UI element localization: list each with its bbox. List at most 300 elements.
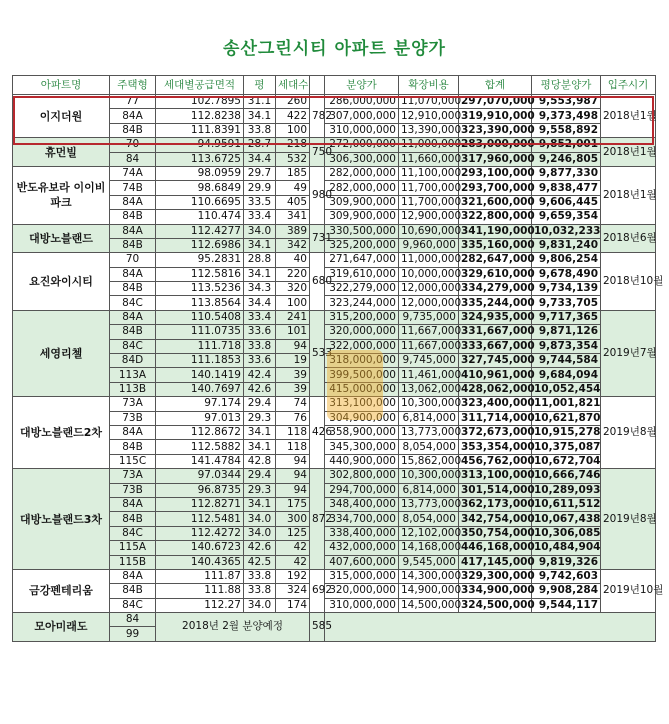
price-per-pyeong: 10,289,093 — [532, 483, 601, 497]
unit-count: 300 — [276, 512, 310, 526]
price-per-pyeong: 9,678,490 — [532, 267, 601, 281]
price-per-pyeong: 9,558,892 — [532, 123, 601, 137]
price-per-pyeong: 9,819,326 — [532, 555, 601, 569]
pyeong: 33.8 — [244, 339, 276, 353]
unit-type: 84A — [110, 267, 156, 281]
unit-type: 84B — [110, 440, 156, 454]
supply-area: 112.27 — [156, 598, 244, 612]
unit-count: 324 — [276, 584, 310, 598]
sale-price: 294,700,000 — [325, 483, 399, 497]
header-cell: 세대수 — [276, 76, 310, 95]
expansion-cost: 11,070,000 — [399, 95, 459, 109]
total-price: 322,800,000 — [459, 210, 532, 224]
price-per-pyeong: 10,672,704 — [532, 454, 601, 468]
move-in-date: 2019년10월 — [601, 569, 656, 612]
total-price: 372,673,000 — [459, 425, 532, 439]
total-price: 321,600,000 — [459, 195, 532, 209]
sale-price: 320,000,000 — [325, 325, 399, 339]
supply-area: 112.8238 — [156, 109, 244, 123]
unit-type: 84B — [110, 512, 156, 526]
table-row — [13, 397, 656, 411]
supply-area: 112.5882 — [156, 440, 244, 454]
price-per-pyeong: 9,877,330 — [532, 166, 601, 180]
pyeong: 34.0 — [244, 526, 276, 540]
sale-price: 309,900,000 — [325, 195, 399, 209]
sale-price: 318,000,000 — [325, 354, 399, 368]
pyeong: 29.9 — [244, 181, 276, 195]
sale-price: 309,900,000 — [325, 210, 399, 224]
header-cell: 평 — [244, 76, 276, 95]
unit-type: 73A — [110, 469, 156, 483]
total-price: 293,100,000 — [459, 166, 532, 180]
complex-total-units: 680 — [310, 253, 325, 311]
unit-count: 94 — [276, 454, 310, 468]
unit-count: 100 — [276, 296, 310, 310]
unit-type: 77 — [110, 95, 156, 109]
expansion-cost: 6,814,000 — [399, 411, 459, 425]
table-row — [13, 123, 656, 137]
total-price: 335,244,000 — [459, 296, 532, 310]
price-per-pyeong: 10,067,438 — [532, 512, 601, 526]
unit-type: 84A — [110, 425, 156, 439]
pyeong: 34.0 — [244, 512, 276, 526]
supply-area: 96.8735 — [156, 483, 244, 497]
page-title: 송산그린시티 아파트 분양가 — [223, 39, 446, 59]
unit-type: 115B — [110, 555, 156, 569]
price-per-pyeong: 9,606,445 — [532, 195, 601, 209]
price-per-pyeong: 10,484,904 — [532, 541, 601, 555]
complex-total-units: 872 — [310, 469, 325, 570]
sale-price: 399,500,000 — [325, 368, 399, 382]
expansion-cost: 14,300,000 — [399, 569, 459, 583]
supply-area: 140.7697 — [156, 382, 244, 396]
supply-area: 97.0344 — [156, 469, 244, 483]
expansion-cost: 11,000,000 — [399, 253, 459, 267]
header-cell: 확장비용 — [399, 76, 459, 95]
table-row — [13, 181, 656, 195]
unit-type: 84A — [110, 109, 156, 123]
unit-type: 73A — [110, 397, 156, 411]
unit-count: 74 — [276, 397, 310, 411]
unit-type: 113A — [110, 368, 156, 382]
unit-count: 342 — [276, 238, 310, 252]
price-per-pyeong: 9,838,477 — [532, 181, 601, 195]
pyeong: 28.8 — [244, 253, 276, 267]
price-per-pyeong: 10,032,233 — [532, 224, 601, 238]
price-per-pyeong: 10,375,087 — [532, 440, 601, 454]
pyeong: 29.3 — [244, 411, 276, 425]
sale-price: 407,600,000 — [325, 555, 399, 569]
price-per-pyeong: 9,373,498 — [532, 109, 601, 123]
expansion-cost: 10,000,000 — [399, 267, 459, 281]
header-cell: 합계 — [459, 76, 532, 95]
price-per-pyeong: 11,001,821 — [532, 397, 601, 411]
pyeong: 34.4 — [244, 152, 276, 166]
total-price: 350,754,000 — [459, 526, 532, 540]
supply-area: 113.6725 — [156, 152, 244, 166]
total-price: 334,279,000 — [459, 282, 532, 296]
supply-area: 111.718 — [156, 339, 244, 353]
move-in-date: 2018년1월 — [601, 95, 656, 138]
unit-type: 84A — [110, 224, 156, 238]
unit-type: 84C — [110, 598, 156, 612]
total-price: 317,960,000 — [459, 152, 532, 166]
total-price: 324,500,000 — [459, 598, 532, 612]
table-row — [13, 238, 656, 252]
table-body — [13, 95, 664, 642]
sale-price: 286,000,000 — [325, 95, 399, 109]
supply-area: 97.013 — [156, 411, 244, 425]
price-per-pyeong: 9,806,254 — [532, 253, 601, 267]
pyeong: 34.4 — [244, 296, 276, 310]
price-per-pyeong: 10,621,870 — [532, 411, 601, 425]
pyeong: 33.6 — [244, 354, 276, 368]
pyeong: 33.4 — [244, 310, 276, 324]
expansion-cost: 11,667,000 — [399, 339, 459, 353]
expansion-cost: 12,000,000 — [399, 296, 459, 310]
supply-area: 140.4365 — [156, 555, 244, 569]
table-row — [13, 469, 656, 483]
total-price: 410,961,000 — [459, 368, 532, 382]
move-in-date: 2018년10월 — [601, 253, 656, 311]
unit-type: 84D — [110, 354, 156, 368]
sale-price: 282,000,000 — [325, 181, 399, 195]
complex-name: 이지더원 — [13, 95, 110, 138]
expansion-cost: 8,054,000 — [399, 512, 459, 526]
unit-type: 73B — [110, 483, 156, 497]
supply-area: 111.87 — [156, 569, 244, 583]
unit-count: 405 — [276, 195, 310, 209]
supply-area: 110.6695 — [156, 195, 244, 209]
pyeong: 42.6 — [244, 541, 276, 555]
unit-count: 118 — [276, 440, 310, 454]
unit-count: 49 — [276, 181, 310, 195]
table-row — [13, 166, 656, 180]
price-per-pyeong: 9,908,284 — [532, 584, 601, 598]
pyeong: 34.1 — [244, 497, 276, 511]
pyeong: 33.5 — [244, 195, 276, 209]
expansion-cost: 14,500,000 — [399, 598, 459, 612]
total-price: 334,900,000 — [459, 584, 532, 598]
expansion-cost: 11,000,000 — [399, 138, 459, 152]
supply-area: 102.7895 — [156, 95, 244, 109]
expansion-cost: 13,773,000 — [399, 497, 459, 511]
expansion-cost: 6,814,000 — [399, 483, 459, 497]
expansion-cost: 11,461,000 — [399, 368, 459, 382]
unit-type: 70 — [110, 138, 156, 152]
expansion-cost: 12,910,000 — [399, 109, 459, 123]
unit-count: 101 — [276, 325, 310, 339]
table-row — [13, 109, 656, 123]
price-per-pyeong: 9,659,354 — [532, 210, 601, 224]
sale-price: 315,200,000 — [325, 310, 399, 324]
total-price: 341,190,000 — [459, 224, 532, 238]
empty-cell — [325, 613, 656, 642]
expansion-cost: 10,300,000 — [399, 469, 459, 483]
pyeong: 42.4 — [244, 368, 276, 382]
header-cell: 평당분양가 — [532, 76, 601, 95]
price-per-pyeong: 9,246,805 — [532, 152, 601, 166]
unit-type: 84B — [110, 325, 156, 339]
move-in-date: 2018년1월 — [601, 166, 656, 224]
supply-area: 95.2831 — [156, 253, 244, 267]
price-per-pyeong: 9,684,094 — [532, 368, 601, 382]
supply-area: 112.8271 — [156, 497, 244, 511]
supply-area: 98.0959 — [156, 166, 244, 180]
pyeong: 31.1 — [244, 95, 276, 109]
unit-type: 84B — [110, 282, 156, 296]
unit-count: 341 — [276, 210, 310, 224]
pyeong: 34.1 — [244, 109, 276, 123]
complex-total-units: 533 — [310, 310, 325, 396]
table-row — [13, 224, 656, 238]
table-row — [13, 325, 656, 339]
total-price: 329,610,000 — [459, 267, 532, 281]
sale-price: 348,400,000 — [325, 497, 399, 511]
total-price: 331,667,000 — [459, 325, 532, 339]
unit-type: 73B — [110, 411, 156, 425]
table-row — [13, 267, 656, 281]
pyeong: 42.8 — [244, 454, 276, 468]
sale-price: 320,000,000 — [325, 584, 399, 598]
price-per-pyeong: 9,852,001 — [532, 138, 601, 152]
table-row — [13, 598, 656, 612]
price-per-pyeong: 9,871,126 — [532, 325, 601, 339]
sale-price: 322,000,000 — [325, 339, 399, 353]
total-price: 313,100,000 — [459, 469, 532, 483]
unit-count: 76 — [276, 411, 310, 425]
table-row — [13, 411, 656, 425]
pyeong: 33.6 — [244, 325, 276, 339]
total-price: 301,514,000 — [459, 483, 532, 497]
pyeong: 29.4 — [244, 397, 276, 411]
total-price: 297,070,000 — [459, 95, 532, 109]
total-price: 446,168,000 — [459, 541, 532, 555]
unit-count: 185 — [276, 166, 310, 180]
unit-count: 532 — [276, 152, 310, 166]
table-row — [13, 569, 656, 583]
expansion-cost: 9,745,000 — [399, 354, 459, 368]
price-per-pyeong: 10,052,454 — [532, 382, 601, 396]
table-row — [13, 152, 656, 166]
price-per-pyeong: 9,873,354 — [532, 339, 601, 353]
complex-name: 세영리첼 — [13, 310, 110, 396]
total-price: 353,354,000 — [459, 440, 532, 454]
complex-total-units: 692 — [310, 569, 325, 612]
total-price: 282,647,000 — [459, 253, 532, 267]
expansion-cost: 9,545,000 — [399, 555, 459, 569]
unit-count: 174 — [276, 598, 310, 612]
table-row — [13, 382, 656, 396]
pyeong: 34.0 — [244, 598, 276, 612]
expansion-cost: 15,862,000 — [399, 454, 459, 468]
sale-price: 319,610,000 — [325, 267, 399, 281]
unit-count: 94 — [276, 339, 310, 353]
unit-count: 422 — [276, 109, 310, 123]
complex-total-units: 782 — [310, 95, 325, 138]
total-price: 323,400,000 — [459, 397, 532, 411]
supply-area: 113.8564 — [156, 296, 244, 310]
supply-area: 112.4272 — [156, 526, 244, 540]
supply-area: 112.8672 — [156, 425, 244, 439]
table-row — [13, 584, 656, 598]
unit-type: 84 — [110, 152, 156, 166]
unit-type: 84A — [110, 497, 156, 511]
expansion-cost: 13,062,000 — [399, 382, 459, 396]
pyeong: 29.3 — [244, 483, 276, 497]
expansion-cost: 12,000,000 — [399, 282, 459, 296]
unit-count: 389 — [276, 224, 310, 238]
expansion-cost: 11,660,000 — [399, 152, 459, 166]
unit-count: 118 — [276, 425, 310, 439]
unit-count: 39 — [276, 382, 310, 396]
table-row — [13, 95, 656, 109]
supply-area: 111.8391 — [156, 123, 244, 137]
price-per-pyeong: 10,915,278 — [532, 425, 601, 439]
unit-type: 84B — [110, 123, 156, 137]
complex-name: 반도유보라 이이비파크 — [13, 166, 110, 224]
header-cell — [310, 76, 325, 95]
pyeong: 33.8 — [244, 584, 276, 598]
supply-area: 113.5236 — [156, 282, 244, 296]
complex-total-units: 731 — [310, 224, 325, 253]
unit-type: 115C — [110, 454, 156, 468]
table-row — [13, 555, 656, 569]
sale-schedule-note: 2018년 2월 분양예정 — [156, 613, 310, 642]
table-row — [13, 296, 656, 310]
sale-price: 272,000,000 — [325, 138, 399, 152]
price-per-pyeong: 9,734,139 — [532, 282, 601, 296]
total-price: 342,754,000 — [459, 512, 532, 526]
pyeong: 33.8 — [244, 123, 276, 137]
supply-area: 140.6723 — [156, 541, 244, 555]
expansion-cost: 11,700,000 — [399, 181, 459, 195]
pyeong: 29.7 — [244, 166, 276, 180]
expansion-cost: 11,667,000 — [399, 325, 459, 339]
total-price: 456,762,000 — [459, 454, 532, 468]
expansion-cost: 9,735,000 — [399, 310, 459, 324]
pyeong: 34.0 — [244, 224, 276, 238]
supply-area: 111.0735 — [156, 325, 244, 339]
header-cell: 분양가 — [325, 76, 399, 95]
total-price: 323,390,000 — [459, 123, 532, 137]
price-per-pyeong: 9,831,240 — [532, 238, 601, 252]
supply-area: 112.6986 — [156, 238, 244, 252]
expansion-cost: 13,773,000 — [399, 425, 459, 439]
sale-price: 310,000,000 — [325, 123, 399, 137]
table-row — [13, 310, 656, 324]
total-price: 327,745,000 — [459, 354, 532, 368]
supply-area: 141.4784 — [156, 454, 244, 468]
table-row — [13, 541, 656, 555]
complex-total-units: 750 — [310, 138, 325, 167]
table-row — [13, 613, 656, 627]
move-in-date: 2019년8월 — [601, 397, 656, 469]
total-price: 335,160,000 — [459, 238, 532, 252]
move-in-date: 2019년8월 — [601, 469, 656, 570]
move-in-date: 2018년6월 — [601, 224, 656, 253]
unit-count: 320 — [276, 282, 310, 296]
sale-price: 325,200,000 — [325, 238, 399, 252]
pyeong: 42.6 — [244, 382, 276, 396]
price-per-pyeong: 9,733,705 — [532, 296, 601, 310]
total-price: 417,145,000 — [459, 555, 532, 569]
sale-price: 313,100,000 — [325, 397, 399, 411]
supply-area: 94.9591 — [156, 138, 244, 152]
total-price: 329,300,000 — [459, 569, 532, 583]
price-per-pyeong: 10,666,746 — [532, 469, 601, 483]
header-cell: 세대별공급면적 — [156, 76, 244, 95]
header-cell: 주택형 — [110, 76, 156, 95]
total-price: 428,062,000 — [459, 382, 532, 396]
price-per-pyeong: 10,306,085 — [532, 526, 601, 540]
sale-price: 304,900,000 — [325, 411, 399, 425]
supply-area: 97.174 — [156, 397, 244, 411]
expansion-cost: 14,168,000 — [399, 541, 459, 555]
sale-price: 315,000,000 — [325, 569, 399, 583]
sale-price: 302,800,000 — [325, 469, 399, 483]
price-per-pyeong: 9,553,987 — [532, 95, 601, 109]
unit-type: 99 — [110, 627, 156, 641]
unit-count: 39 — [276, 368, 310, 382]
table-row — [13, 512, 656, 526]
price-per-pyeong: 10,611,512 — [532, 497, 601, 511]
header-cell: 입주시기 — [601, 76, 656, 95]
table-row — [13, 497, 656, 511]
expansion-cost: 12,900,000 — [399, 210, 459, 224]
sale-price: 306,300,000 — [325, 152, 399, 166]
unit-type: 84A — [110, 569, 156, 583]
sale-price: 310,000,000 — [325, 598, 399, 612]
unit-count: 42 — [276, 555, 310, 569]
expansion-cost: 11,100,000 — [399, 166, 459, 180]
complex-total-units: 585 — [310, 613, 325, 642]
complex-name: 모아미래도 — [13, 613, 110, 642]
unit-type: 84 — [110, 613, 156, 627]
sale-price: 334,700,000 — [325, 512, 399, 526]
sale-price: 345,300,000 — [325, 440, 399, 454]
complex-name: 휴먼빌 — [13, 138, 110, 167]
expansion-cost: 10,300,000 — [399, 397, 459, 411]
unit-type: 74B — [110, 181, 156, 195]
unit-count: 175 — [276, 497, 310, 511]
unit-type: 84A — [110, 195, 156, 209]
total-price: 293,700,000 — [459, 181, 532, 195]
complex-name: 금강펜테리움 — [13, 569, 110, 612]
unit-count: 19 — [276, 354, 310, 368]
table-row — [13, 440, 656, 454]
unit-type: 84C — [110, 339, 156, 353]
unit-type: 113B — [110, 382, 156, 396]
unit-type: 84B — [110, 210, 156, 224]
sale-price: 338,400,000 — [325, 526, 399, 540]
pyeong: 34.1 — [244, 440, 276, 454]
total-price: 362,173,000 — [459, 497, 532, 511]
expansion-cost: 10,690,000 — [399, 224, 459, 238]
pyeong: 34.1 — [244, 267, 276, 281]
supply-area: 112.5481 — [156, 512, 244, 526]
supply-area: 98.6849 — [156, 181, 244, 195]
sale-price: 415,000,000 — [325, 382, 399, 396]
supply-area: 111.88 — [156, 584, 244, 598]
sale-price: 271,647,000 — [325, 253, 399, 267]
sale-price: 323,244,000 — [325, 296, 399, 310]
expansion-cost: 12,102,000 — [399, 526, 459, 540]
unit-type: 70 — [110, 253, 156, 267]
unit-count: 94 — [276, 483, 310, 497]
sale-price: 322,279,000 — [325, 282, 399, 296]
unit-count: 42 — [276, 541, 310, 555]
